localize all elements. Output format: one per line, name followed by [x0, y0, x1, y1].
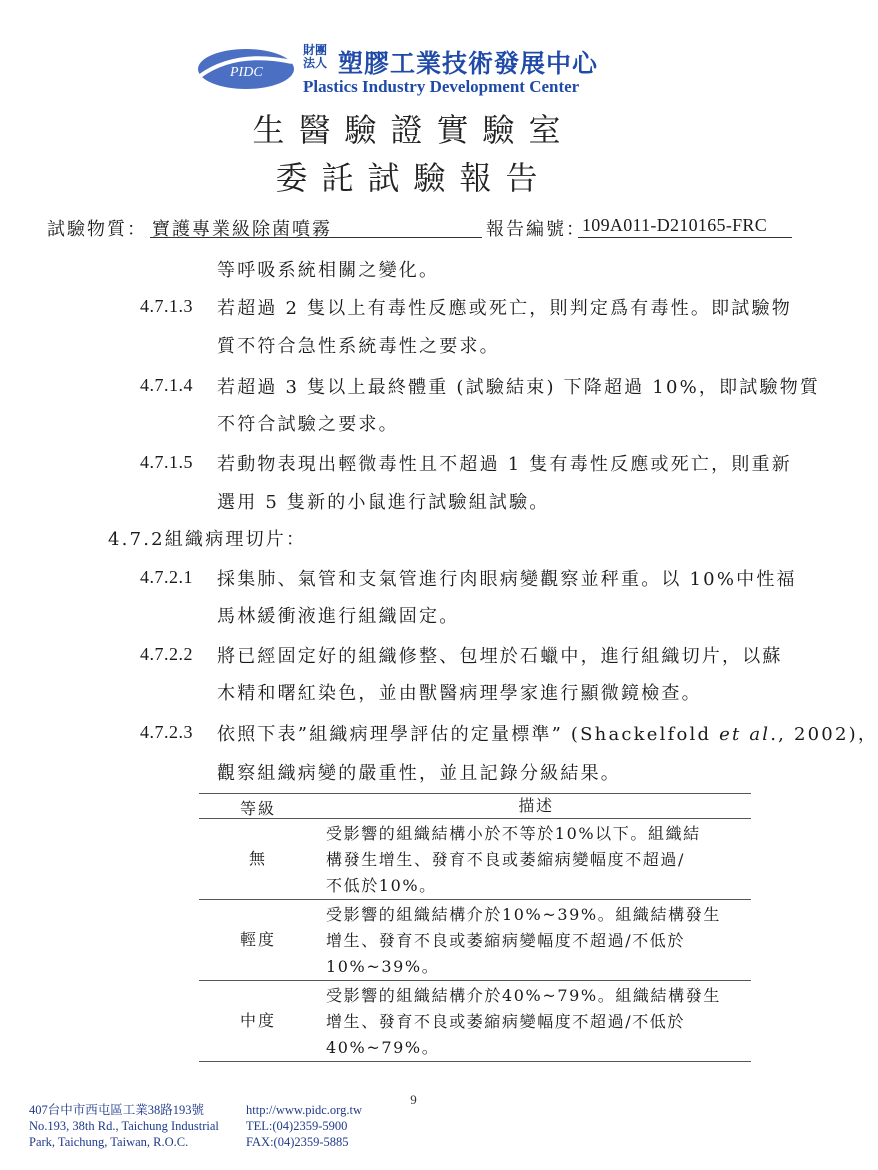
section-4714-line2: 不符合試驗之要求。: [217, 414, 399, 435]
section-4715-line2: 選用 5 隻新的小鼠進行試驗組試驗。: [217, 492, 550, 513]
section-4722-line2: 木精和曙紅染色，並由獸醫病理學家進行顯微鏡檢查。: [217, 683, 702, 704]
page-number: 9: [410, 1092, 417, 1107]
grade-mild: 輕度: [239, 930, 276, 949]
section-4721-line2: 馬林緩衝液進行組織固定。: [217, 606, 460, 627]
footer-address-en-line1: No.193, 38th Rd., Taichung Industrial: [29, 1119, 219, 1133]
description-line: 受影響的組織結構介於10%~39%。組織結構發生: [326, 905, 721, 924]
substance-label: 試驗物質：: [47, 219, 147, 240]
description-line: 不低於10%。: [326, 876, 437, 895]
logo-foundation-text: 財團法人: [303, 43, 328, 70]
description-line: 構發生增生、發育不良或萎縮病變幅度不超過/: [326, 850, 685, 869]
report-number-value: 109A011-D210165-FRC: [582, 215, 768, 235]
section-4714-line1: 若超過 3 隻以上最終體重 (試驗結束) 下降超過 10%，即試驗物質: [217, 377, 821, 398]
footer-fax: FAX:(04)2359-5885: [246, 1135, 349, 1149]
logo-english-name: Plastics Industry Development Center: [303, 77, 580, 96]
footer-address-en-line2: Park, Taichung, Taiwan, R.O.C.: [29, 1135, 189, 1149]
lab-title: 生醫驗證實驗室: [252, 111, 575, 149]
section-4723-line1: [217, 720, 878, 746]
description-line: 增生、發育不良或萎縮病變幅度不超過/不低於: [326, 1012, 685, 1031]
section-number-4715: 4.7.1.5: [140, 452, 193, 472]
section-4721-line1: 採集肺、氣管和支氣管進行肉眼病變觀察並秤重。以 10%中性福: [217, 569, 797, 590]
substance-value: 寶護專業級除菌噴霧: [152, 219, 332, 240]
logo-mark-text: PIDC: [230, 65, 263, 80]
description-line: 10%~39%。: [326, 957, 440, 976]
section-4715-line1: 若動物表現出輕微毒性且不超過 1 隻有毒性反應或死亡，則重新: [217, 454, 792, 475]
continuation-line: 等呼吸系統相關之變化。: [217, 260, 440, 281]
footer-contact: [246, 1102, 362, 1150]
citation-et-al: et al: [719, 724, 771, 745]
section-4713-line1: 若超過 2 隻以上有毒性反應或死亡，則判定爲有毒性。即試驗物: [217, 298, 792, 319]
section-472-heading: 4.7.2組織病理切片：: [108, 529, 307, 550]
grade-moderate: 中度: [239, 1011, 276, 1030]
report-title: 委託試驗報告: [275, 159, 552, 197]
table-header-row: [199, 793, 751, 819]
section-number-4713: 4.7.1.3: [140, 296, 193, 316]
section-number-4714: 4.7.1.4: [140, 375, 193, 395]
substance-underline: [150, 237, 482, 238]
table-row: [199, 900, 751, 981]
pidc-logo: [196, 46, 296, 92]
footer-telephone: TEL:(04)2359-5900: [246, 1119, 348, 1133]
histopathology-grading-table: [199, 793, 751, 1062]
section-number-4722: 4.7.2.2: [140, 644, 193, 664]
section-4723-line2: 觀察組織病變的嚴重性，並且記錄分級結果。: [217, 763, 621, 784]
section-4723-line1-part2: ., 2002)，: [770, 724, 878, 745]
logo-chinese-name: 塑膠工業技術發展中心: [338, 49, 599, 78]
report-number-underline: [578, 237, 792, 238]
section-4722-line1: 將已經固定好的組織修整、包埋於石蠟中，進行組織切片，以蘇: [217, 646, 783, 667]
section-number-4723: 4.7.2.3: [140, 722, 193, 742]
footer-address: [29, 1102, 219, 1150]
description-line: 受影響的組織結構小於不等於10%以下。組織結: [326, 824, 701, 843]
report-number-label: 報告編號：: [486, 219, 586, 240]
table-header-grade: 等級: [239, 799, 276, 818]
footer-address-zh: 407台中市西屯區工業38路193號: [29, 1103, 205, 1117]
table-header-description: 描述: [518, 796, 554, 815]
grade-none-description: [326, 821, 746, 899]
table-row: [199, 981, 751, 1062]
footer-website-link[interactable]: http://www.pidc.org.tw: [246, 1103, 362, 1117]
grade-none: 無: [248, 849, 267, 868]
table-row: [199, 819, 751, 900]
grade-mild-description: [326, 902, 746, 980]
section-4713-line2: 質不符合急性系統毒性之要求。: [217, 336, 500, 357]
description-line: 受影響的組織結構介於40%~79%。組織結構發生: [326, 986, 721, 1005]
description-line: 增生、發育不良或萎縮病變幅度不超過/不低於: [326, 931, 685, 950]
section-number-4721: 4.7.2.1: [140, 567, 193, 587]
description-line: 40%~79%。: [326, 1038, 440, 1057]
grade-moderate-description: [326, 983, 746, 1061]
section-4723-line1-part1: 依照下表”組織病理學評估的定量標準” (Shackelfold: [217, 724, 720, 745]
